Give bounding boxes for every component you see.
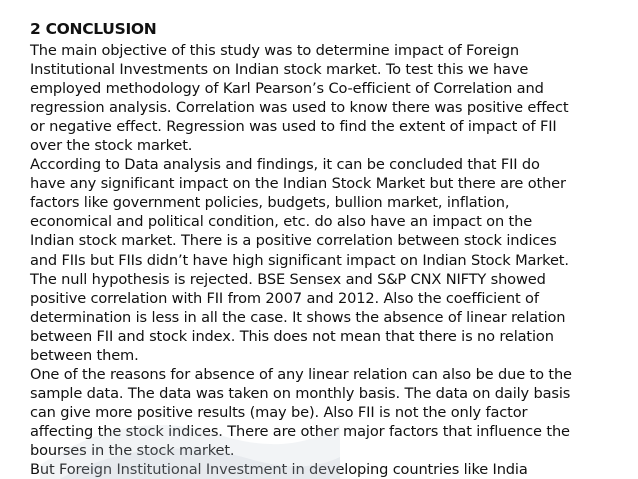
body-line: between them. xyxy=(30,346,139,364)
body-line: The main objective of this study was to determine impact of Foreign xyxy=(30,42,520,59)
body-line: determination is less in all the case. It shows the absence of linear relation xyxy=(30,308,566,326)
body-line: or negative effect. Regression was used to find the extent of impact of FII xyxy=(30,118,557,136)
body-line: Institutional Investments on Indian stock market. To test this we have xyxy=(30,61,529,79)
body-line: bourses in the stock market. xyxy=(30,441,235,459)
body-line: positive correlation with FII from 2007 and 2012. Also the coefficient of xyxy=(30,289,539,307)
body-line: have any significant impact on the Indian Stock Market but there are other xyxy=(30,175,566,193)
body-line: can give more positive results (may be). Also FII is not the only factor xyxy=(30,403,528,421)
body-line: sample data. The data was taken on monthly basis. The data on daily basis xyxy=(30,384,571,402)
body-line: One of the reasons for absence of any linear relation can also be due to the xyxy=(30,365,572,383)
body-line: The null hypothesis is rejected. BSE Sensex and S&P CNX NIFTY showed xyxy=(30,270,546,288)
body-line: According to Data analysis and findings, it can be concluded that FII do xyxy=(30,156,540,174)
body-line: factors like government policies, budgets, bullion market, inflation, xyxy=(30,194,510,212)
body-line: economical and political condition, etc. do also have an impact on the xyxy=(30,213,533,231)
section-heading: 2 CONCLUSION xyxy=(30,20,157,38)
body-line: But Foreign Institutional Investment in developing countries like India xyxy=(30,461,528,479)
body-line: and FIIs but FIIs didn’t have high significant impact on Indian Stock Market. xyxy=(30,251,569,269)
body-line: between FII and stock index. This does not mean that there is no relation xyxy=(30,327,554,345)
body-text xyxy=(30,41,630,479)
body-line: Indian stock market. There is a positive correlation between stock indices xyxy=(30,232,557,250)
body-line: employed methodology of Karl Pearson’s Co-efficient of Correlation and xyxy=(30,80,544,98)
body-line: over the stock market. xyxy=(30,137,193,155)
body-line: regression analysis. Correlation was used to know there was positive effect xyxy=(30,99,569,117)
body-line: affecting the stock indices. There are other major factors that influence the xyxy=(30,422,570,440)
